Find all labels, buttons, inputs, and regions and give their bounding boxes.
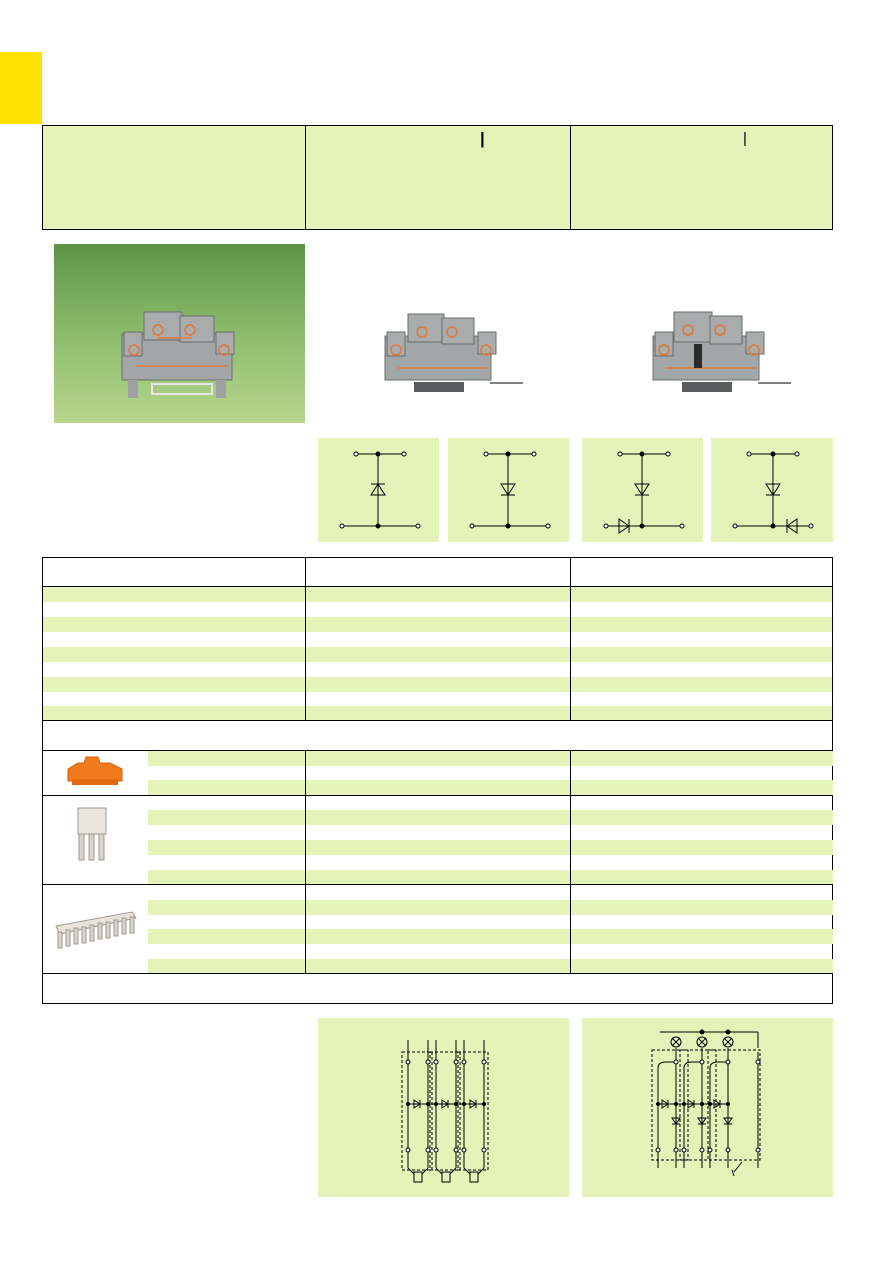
table-row: [148, 840, 833, 855]
comb-jumper-10-way-icon: [54, 908, 138, 952]
header-table: [42, 125, 833, 230]
diode-schematic-4: [711, 438, 833, 542]
table-row: [148, 900, 833, 915]
diode-schematic-3: [582, 438, 703, 542]
terminal-block-photo: [54, 244, 305, 423]
header-col3-mark: |: [743, 130, 747, 147]
orange-jumper-icon: [64, 755, 126, 789]
table-row: [148, 810, 833, 825]
table-row: [148, 959, 833, 974]
header-col2-mark: |: [480, 129, 485, 148]
wiring-diagram-2: [582, 1018, 833, 1197]
section-tab: [0, 52, 42, 124]
diode-schematic-1: [318, 438, 439, 542]
comb-jumper-3-way-icon: [74, 806, 110, 864]
wiring-diagram-1: [318, 1018, 569, 1197]
table-row: [148, 751, 833, 766]
diode-terminal-block-2: [648, 310, 798, 400]
diode-schematic-2: [448, 438, 569, 542]
table-row: [148, 780, 833, 795]
table-row: [148, 929, 833, 944]
diode-terminal-block-1: [380, 310, 530, 400]
table-row: [148, 870, 833, 885]
